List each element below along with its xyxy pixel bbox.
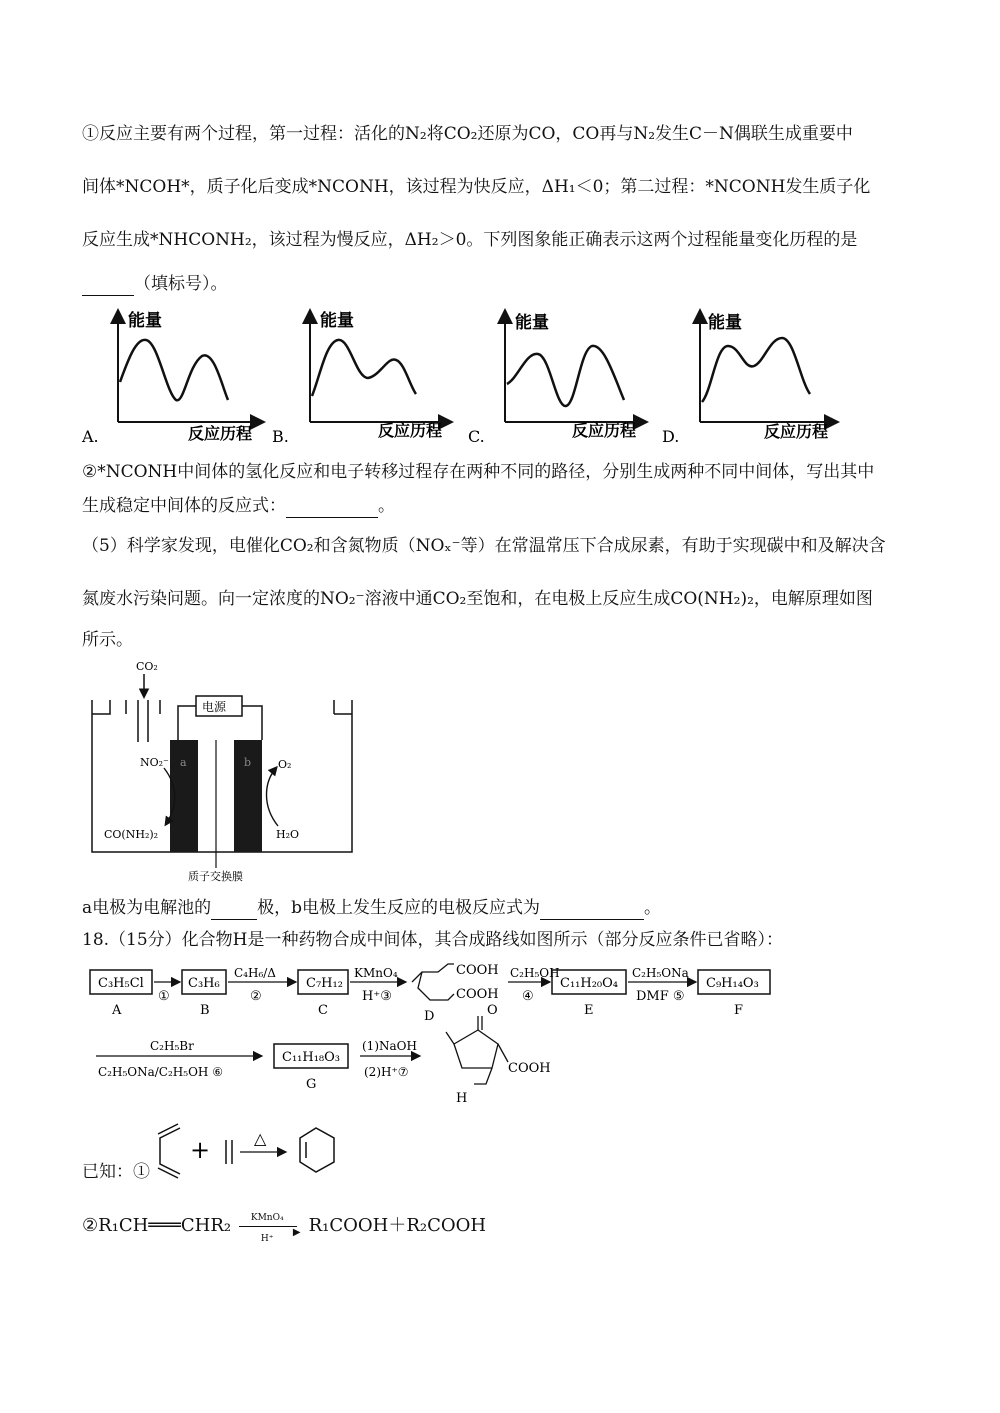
q4-part2-text: 生成稳定中间体的反应式：: [82, 496, 286, 516]
graph-a-xlabel: 反应历程: [188, 424, 253, 443]
q5-line-1: （5）科学家发现，电催化CO₂和含氮物质（NOₓ⁻等）在常温常压下合成尿素，有助于实现碳中和及解决含: [82, 536, 886, 556]
compound-g-label: G: [306, 1077, 317, 1092]
q5-line-3: 所示。: [82, 630, 133, 650]
option-d-label: D.: [662, 427, 680, 446]
synthesis-route: [0, 960, 1000, 1110]
graph-b-ylabel: 能量: [320, 311, 354, 331]
reaction-6-label: C₂H₅ONa/C₂H₅OH ⑥: [98, 1065, 223, 1079]
graph-a-ylabel: 能量: [128, 311, 162, 331]
q4-line-4: [82, 272, 228, 296]
answer-blank[interactable]: [211, 901, 257, 920]
compound-h-structure: [446, 1003, 551, 1084]
compound-a-formula: C₃H₅Cl: [98, 976, 144, 991]
reaction-6-reagent: C₂H₅Br: [150, 1039, 194, 1053]
reaction-4-label: ④: [522, 989, 534, 1004]
reaction-7-label: (2)H⁺⑦: [364, 1065, 409, 1079]
electrode-b-label: b: [244, 756, 252, 769]
q5-line-2: 氮废水污染问题。向一定浓度的NO₂⁻溶液中通CO₂至饱和，在电极上反应生成CO(NH₂)₂，电解原理如图: [82, 589, 873, 609]
graph-d[interactable]: [662, 312, 836, 446]
graph-c-ylabel: 能量: [515, 313, 549, 333]
option-c-label: C.: [468, 427, 485, 446]
q5-question-end: 。: [644, 898, 662, 918]
reaction-4-reagent: C₂H₅OH: [510, 966, 560, 980]
compound-f-formula: C₉H₁₄O₃: [706, 976, 759, 991]
graph-b[interactable]: [272, 310, 450, 446]
nitrite-label: NO₂⁻: [140, 756, 169, 769]
q18-header: 18.（15分）化合物H是一种药物合成中间体，其合成路线如图所示（部分反应条件已省略）：: [82, 930, 783, 950]
compound-d-cooh-bottom: COOH: [456, 987, 499, 1002]
reaction-5-label: DMF ⑤: [636, 989, 685, 1004]
electrode-a-label: a: [180, 756, 187, 769]
q4-part2-end: 。: [378, 496, 395, 516]
heat-symbol: △: [254, 1129, 267, 1148]
known-reaction-1: [150, 1118, 370, 1188]
reaction-3-label: H⁺③: [362, 989, 392, 1004]
graph-d-xlabel: 反应历程: [764, 422, 829, 441]
q4-line-2: 间体*NCOH*，质子化后变成*NCONH，该过程为快反应，ΔH₁＜0；第二过程：*NCONH发生质子化: [82, 177, 871, 197]
compound-b-formula: C₃H₆: [188, 976, 220, 991]
q4-line-3: 反应生成*NHCONH₂，该过程为慢反应，ΔH₂＞0。下列图象能正确表示这两个过程能量变化历程的是: [82, 230, 858, 250]
q4-part2-line-2: [82, 494, 395, 518]
urea-label: CO(NH₂)₂: [104, 828, 159, 841]
compound-b-label: B: [200, 1003, 210, 1018]
svg-text:+: +: [190, 1136, 211, 1164]
compound-a-label: A: [112, 1003, 122, 1018]
power-source-label: 电源: [202, 700, 227, 714]
reaction-5-reagent: C₂H₅ONa: [632, 966, 689, 980]
compound-h-oxygen: O: [487, 1003, 498, 1018]
q4-line-4-text: （填标号）。: [134, 274, 228, 294]
membrane-label: 质子交换膜: [188, 870, 243, 883]
graph-c[interactable]: [468, 312, 645, 446]
q4-part2-line-1: ②*NCONH中间体的氢化反应和电子转移过程存在两种不同的路径，分别生成两种不同中间体，写出其中: [82, 462, 875, 482]
answer-blank[interactable]: [540, 901, 644, 920]
energy-graphs: [0, 300, 1000, 450]
compound-c-formula: C₇H₁₂: [306, 976, 343, 991]
oxygen-label: O₂: [278, 758, 292, 771]
compound-e-formula: C₁₁H₂₀O₄: [560, 976, 618, 991]
compound-e-label: E: [584, 1003, 594, 1018]
answer-blank[interactable]: [82, 277, 134, 296]
reaction-7-reagent: (1)NaOH: [362, 1039, 417, 1053]
electrolysis-cell-diagram: [80, 656, 380, 886]
reaction-1-label: ①: [158, 989, 170, 1004]
compound-d-label: D: [424, 1009, 435, 1024]
graph-a[interactable]: [81, 310, 262, 446]
compound-h-label: H: [456, 1091, 468, 1106]
co2-label: CO₂: [136, 660, 158, 673]
compound-f-label: F: [734, 1003, 744, 1018]
compound-g-formula: C₁₁H₁₈O₃: [282, 1050, 340, 1065]
known-reaction-2-reagent-bot: H⁺: [260, 1234, 274, 1244]
compound-d-structure: [412, 963, 499, 1002]
reaction-2-label: ②: [250, 989, 262, 1004]
q5-question-b: 极，b电极上发生反应的电极反应式为: [257, 898, 541, 918]
option-a-label: A.: [82, 427, 99, 446]
reaction-2-reagent: C₄H₆/Δ: [234, 966, 276, 980]
compound-c-label: C: [318, 1003, 328, 1018]
known-reaction-2: ②R₁CH═══CHR₂ KMnO₄ ▶ H⁺ R₁COOH＋R₂COOH: [82, 1214, 486, 1238]
known-label: 已知：①: [82, 1162, 150, 1182]
reaction-3-reagent: KMnO₄: [354, 966, 398, 980]
known-reaction-2-right: R₁COOH＋R₂COOH: [308, 1215, 487, 1236]
known-reaction-2-reagent-top: KMnO₄: [250, 1213, 284, 1223]
compound-d-cooh-top: COOH: [456, 963, 499, 978]
option-b-label: B.: [272, 427, 289, 446]
answer-blank[interactable]: [286, 499, 378, 518]
water-label: H₂O: [276, 828, 300, 841]
q5-question-a: a电极为电解池的: [82, 898, 212, 918]
graph-d-ylabel: 能量: [708, 313, 742, 333]
known-reaction-2-left: ②R₁CH═══CHR₂: [82, 1215, 232, 1236]
q5-question-line: [82, 896, 661, 920]
compound-h-cooh: COOH: [508, 1061, 551, 1076]
q4-line-1: ①反应主要有两个过程，第一过程：活化的N₂将CO₂还原为CO，CO再与N₂发生C－N偶联生成重要中: [82, 124, 853, 144]
graph-c-xlabel: 反应历程: [572, 421, 637, 440]
graph-b-xlabel: 反应历程: [378, 421, 443, 440]
